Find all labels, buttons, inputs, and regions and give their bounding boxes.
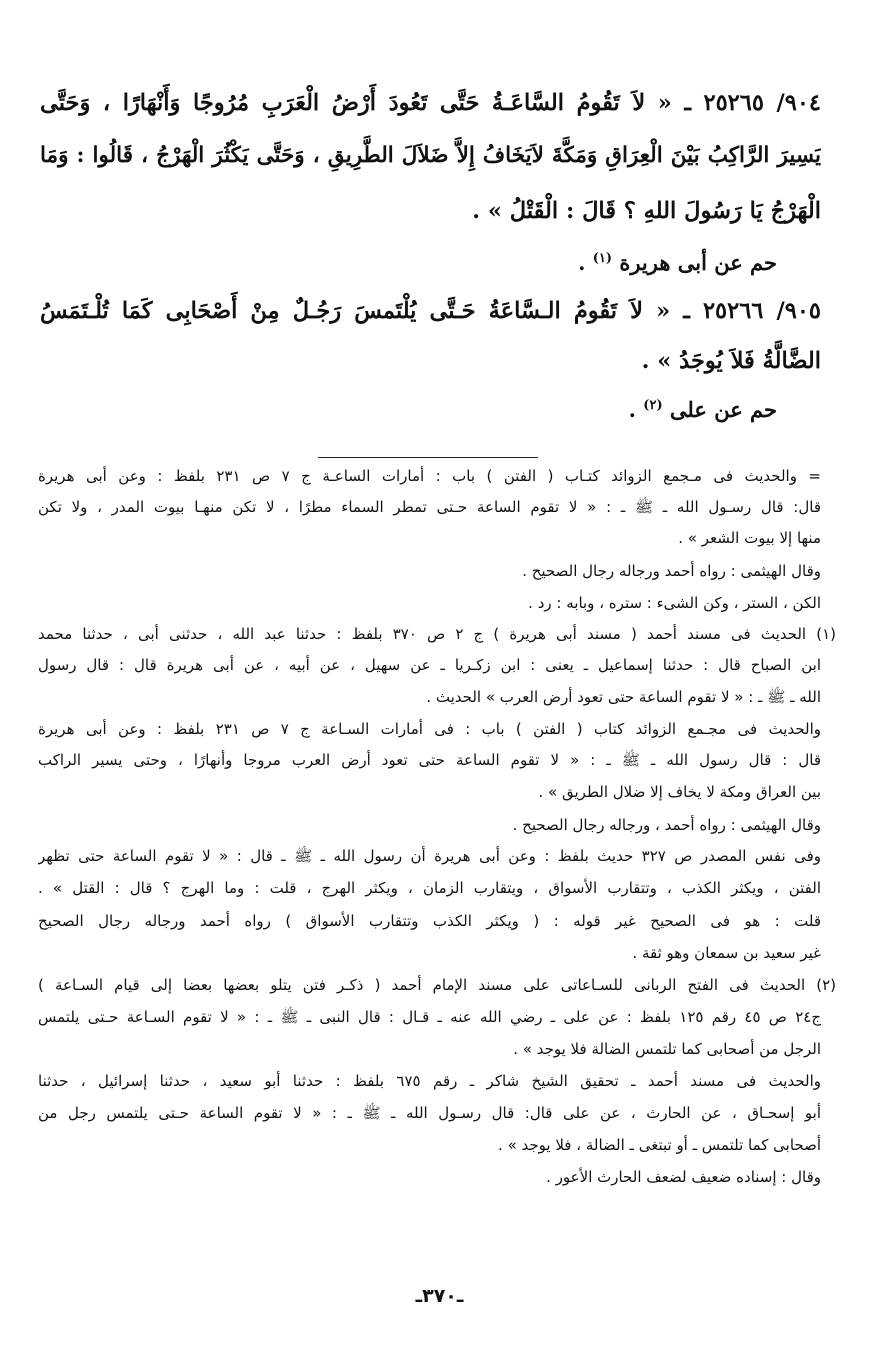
footnote-1-line-11: غير سعيد بن سمعان وهو ثقة . bbox=[632, 944, 821, 962]
attribution-end: . bbox=[578, 250, 586, 275]
footnote-ref: (٢) bbox=[643, 398, 663, 413]
footnote-2-line-6: أصحابى كما تلتمس ـ أو تبتغى ـ الضالة ، فلا يوجد » . bbox=[498, 1136, 821, 1154]
hadith-904-line-1: ٩٠٤/ ٢٥٢٦٥ ـ « لاَ تَقُومُ السَّاعَـةُ حَتَّى تَعُودَ أَرْضُ الْعَرَبِ مُرُوجًا وَأَنْهَارًا ، وَحَتَّى bbox=[40, 90, 821, 116]
footnote-ref: (١) bbox=[592, 251, 612, 266]
footnote-1-line-4: والحديث فى مجـمع الزوائد كتاب ( الفتن ) باب : فى أمارات السـاعة ج ٧ ص ٢٣١ بلفظ : وعن أبى هريرة bbox=[38, 720, 821, 738]
footnote-2-line-5: أبو إسحـاق ، عن الحارث ، عن على قال: قال رسـول الله ـ ﷺ ـ : « لا تقوم الساعة حـتى يلتمس رجل من bbox=[38, 1104, 821, 1122]
footnote-1-line-3: الله ـ ﷺ ـ : « لا تقوم الساعة حتى تعود أرض العرب » الحديث . bbox=[426, 688, 821, 706]
footnote-1-line-8: وفى نفس المصدر ص ٣٢٧ حديث بلفظ : وعن أبى هريرة أن رسول الله ـ ﷺ ـ قال : « لا تقوم الساعة حتى تظهر bbox=[38, 847, 821, 865]
footnote-2-line-7: وقال : إسناده ضعيف لضعف الحارث الأعور . bbox=[546, 1168, 821, 1186]
hadith-905-line-2: الضَّالَّةُ فَلاَ يُوجَدُ » . bbox=[641, 348, 821, 374]
footnote-2-line-3: الرجل من أصحابى كما تلتمس الضالة فلا يوجد » . bbox=[513, 1040, 821, 1058]
attribution-end: . bbox=[628, 397, 636, 422]
footnote-1-line-5: قال : قال رسول الله ـ ﷺ ـ : « لا تقوم الساعة حتى تعود أرض العرب مروجا وأنهارًا ، وحتى يسير الراكب bbox=[38, 751, 821, 769]
hadith-904-attribution bbox=[40, 240, 777, 286]
footnote-2-line-4: والحديث فى مسند أحمد ـ تحقيق الشيخ شاكر ـ رقم ٦٧٥ بلفظ : حدثنا أبو سعيد ، حدثنا إسرائيل ، حدثنا bbox=[38, 1072, 821, 1090]
footnote-cont-line-4: وقال الهيثمى : رواه أحمد ورجاله رجال الصحيح . bbox=[522, 562, 821, 580]
footnote-1-line-9: الفتن ، ويكثر الكذب ، وتتقارب الأسواق ، ويتقارب الزمان ، ويكثر الهرج ، قلت : وما الهرج ؟ قال : القتل » . bbox=[38, 879, 821, 897]
footnote-1-line-10: قلت : هو فى الصحيح غير قوله : ( ويكثر الكذب وتتقارب الأسواق ) رواه أحمد ورجاله رجال الصحيح bbox=[38, 912, 821, 930]
footnote-1-line-7: وقال الهيثمى : رواه أحمد ، ورجاله رجال الصحيح . bbox=[512, 816, 821, 834]
hadith-905-line-1: ٩٠٥/ ٢٥٢٦٦ ـ « لاَ تَقُومُ الـسَّاعَةُ حَـتَّى يُلْتَمسَ رَجُـلٌ مِنْ أَصْحَابِى كَمَا تُلْـتَمَسُ bbox=[40, 298, 821, 324]
hadith-904-line-3: الْهَرْجُ يَا رَسُولَ اللهِ ؟ قَالَ : الْقَتْلُ » . bbox=[472, 198, 821, 224]
attribution-text: حم عن أبى هريرة bbox=[619, 250, 777, 275]
footnote-cont-line-5: الكن ، الستر ، وكن الشىء : ستره ، وبابه : رد . bbox=[528, 594, 821, 612]
footnote-cont-line-2: قال: قال رسـول الله ـ ﷺ ـ : « لا تقوم الساعة حـتى تمطر السماء مطرًا ، لا تكن منهـا بيوت المدر ، ولا تكن bbox=[38, 498, 821, 516]
footnote-1-line-2: ابن الصباح قال : حدثنا إسماعيل ـ يعنى : ابن زكـريا ـ عن سهيل ، عن أبيه ، عن أبى هريرة قال : قال رسول bbox=[38, 656, 821, 674]
footnote-2-line-2: ج٢٤ ص ٤٥ رقم ١٢٥ بلفظ : عن على ـ رضي الله عنه ـ قـال : قال النبى ـ ﷺ ـ : « لا تقوم السـاعة حـتى يلتمس bbox=[38, 1008, 821, 1026]
page-number: ـ٣٧٠ـ bbox=[415, 1285, 464, 1307]
footnote-cont-line-1: = والحديث فى مـجمع الزوائد كتـاب ( الفتن ) باب : أمارات الساعـة ج ٧ ص ٢٣١ بلفظ : وعن أبى هريرة bbox=[38, 467, 821, 485]
footnote-cont-line-3: منها إلا بيوت الشعر » . bbox=[678, 529, 821, 547]
footnote-1-line-1: (١) الحديث فى مسند أحمد ( مسند أبى هريرة ) ج ٢ ص ٣٧٠ بلفظ : حدثنا عبد الله ، حدثنى أبى ، حدثنا محمد bbox=[38, 625, 836, 643]
footnote-2-line-1: (٢) الحديث فى الفتح الربانى للسـاعاتى على مسند الإمام أحمد ( ذكـر فتن يتلو بعضها بعضا إلى قيام السـاعة ) bbox=[38, 976, 836, 994]
footnote-divider bbox=[318, 457, 538, 458]
footnote-1-line-6: بين العراق ومكة لا يخاف إلا ضلال الطريق » . bbox=[538, 783, 821, 801]
hadith-904-line-2: يَسِيرَ الرَّاكِبُ بَيْنَ الْعِرَاقِ وَمَكَّةَ لاَيَخَافُ إِلاَّ ضَلاَلَ الطَّرِيقِ ، وَحَتَّى يَكْثُرَ الْهَرْجُ ، قَالُوا : وَمَا bbox=[40, 143, 821, 168]
hadith-905-attribution bbox=[40, 387, 777, 433]
attribution-text: حم عن على bbox=[669, 397, 777, 422]
